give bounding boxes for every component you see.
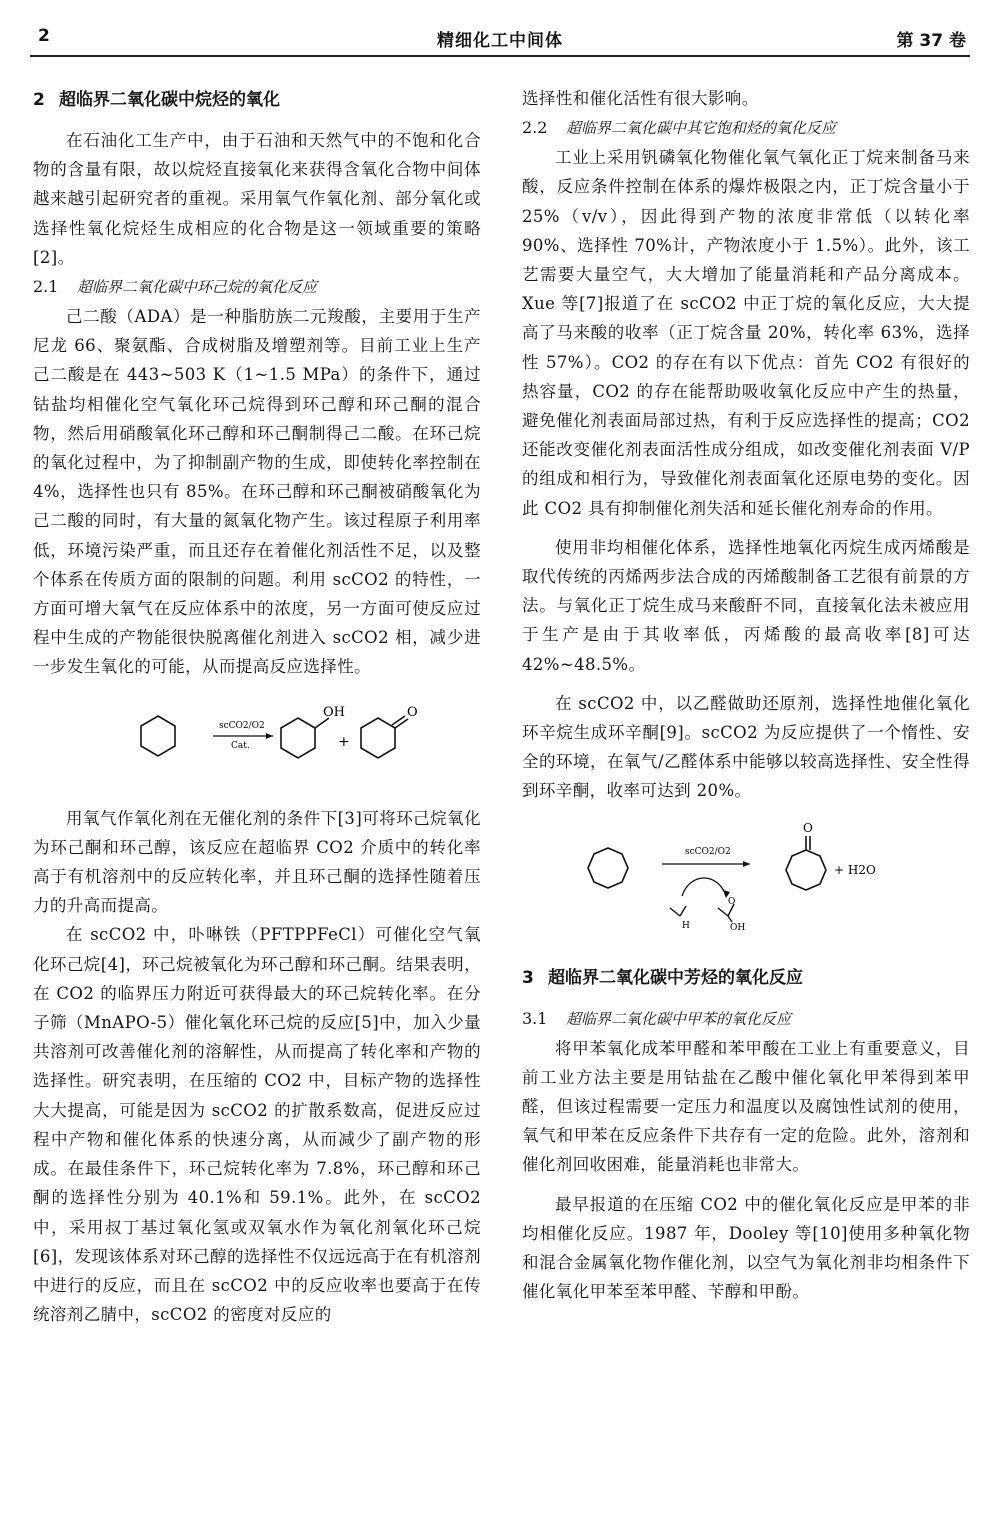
catalyst-label: Cat. xyxy=(231,740,250,751)
page-header xyxy=(30,22,970,52)
acetaldehyde-structure xyxy=(670,906,686,916)
scheme-cyclooctane-oxidation xyxy=(522,816,970,932)
paragraph: 己二酸（ADA）是一种脂肪族二元羧酸，主要用于生产尼龙 66、聚氨酯、合成树脂及增塑剂等。目前工业上生产己二酸是在 443~503 K（1~1.5 MPa）的条件下，通过钴盐均相催化空气氧化环己烷得到环己醇和环己酮的混合物，然后用硝酸氧化环己醇和环己酮制得己二酸。在环己烷的氧化过程中，为了抑制副产物的生成，即使转化率控制在 4%，选择性也只有 85%。在环己醇和环己酮被硝酸氧化为己二酸的同时，有大量的氮氧化物产生。该过程原子利用率低，环境污染严重，而且还存在着催化剂活性不足，以及整个体系在传质方面的限制的问题。利用 scCO2 的特性，一方面可增大氧气在反应体系中的浓度，另一方面可使反应过程中生成的产物能很快脱离催化剂进入 scCO2 相，减少进一步发生氧化的可能，从而提高反应选择性。 xyxy=(33,307,481,677)
paragraph: 在 scCO2 中，卟啉铁（PFTPPFeCl）可催化空气氧化环己烷[4]，环己烷被氧化为环己醇和环己酮。结果表明，在 CO2 的临界压力附近可获得最大的环己烷转化率。在分子筛（MnAPO-5）催化氧化环己烷的反应[5]中，加入少量共溶剂可改善催化剂的溶解性，从而提高了转化率和产物的选择性。研究表明，在压缩的 CO2 中，目标产物的选择性大大提高，可能是因为 scCO2 的扩散系数高，促进反应过程中产物和催化体系的快速分离，从而减少了副产物的形成。在最佳条件下，环己烷转化率为 7.8%，环己醇和环己酮的选择性分别为 40.1%和 59.1%。此外，在 scCO2 中，采用叔丁基过氧化氢或双氧水作为氧化剂氧化环己烷[6]，发现该体系对环己醇的选择性不仅远远高于在有机溶剂中进行的反应，而且在 scCO2 中的反应收率也要高于在传统溶剂乙腈中，scCO2 的密度对反应的 xyxy=(33,925,481,1325)
section-2-1-heading: 2.1 超临界二氧化碳中环己烷的氧化反应 xyxy=(33,277,318,297)
header-rule xyxy=(30,55,970,57)
co-reductant-arrow xyxy=(682,878,726,896)
svg-text:H: H xyxy=(682,920,690,931)
svg-text:OH: OH xyxy=(730,922,746,932)
left-column xyxy=(33,84,481,1329)
svg-text:O: O xyxy=(728,896,736,907)
paragraph: 将甲苯氧化成苯甲醛和苯甲酸在工业上有重要意义，目前工业方法主要是用钴盐在乙酸中催化氧化甲苯得到苯甲醛，但该过程需要一定压力和温度以及腐蚀性试剂的使用，氧气和甲苯在反应条件下共存有一定的危险。此外，溶剂和催化剂回收困难，能量消耗也非常大。 xyxy=(522,1038,970,1175)
paragraph: 用氧气作氧化剂在无催化剂的条件下[3]可将环己烷氧化为环己酮和环己醇，该反应在超临界 CO2 介质中的转化率高于有机溶剂中的反应转化率，并且环己酮的选择性随着压力的升高而提高。 xyxy=(33,808,481,916)
page-number: 2 xyxy=(38,26,50,46)
svg-text:O: O xyxy=(803,820,813,835)
scheme-cyclohexane-oxidation xyxy=(33,688,481,784)
cyclohexanol-structure xyxy=(281,718,329,758)
svg-text:OH: OH xyxy=(323,704,345,720)
cyclohexane-structure xyxy=(141,716,175,756)
paragraph: 选择性和催化活性有很大影响。 xyxy=(522,89,759,108)
svg-text:O: O xyxy=(407,704,418,720)
section-2-2-heading: 2.2 超临界二氧化碳中其它饱和烃的氧化反应 xyxy=(522,118,837,138)
paragraph: 在 scCO2 中，以乙醛做助还原剂，选择性地催化氧化环辛烷生成环辛酮[9]。scCO2 为反应提供了一个惰性、安全的环境，在氧气/乙醛体系中能够以较高选择性、安全性得到环辛酮，收率可达到 20%。 xyxy=(522,693,970,801)
volume-label: 第 37 卷 xyxy=(896,31,966,51)
cyclohexanone-structure xyxy=(361,716,408,758)
cyclooctanone-structure xyxy=(786,836,826,890)
reagent-label: scCO2/O2 xyxy=(685,846,731,857)
journal-title: 精细化工中间体 xyxy=(437,31,563,51)
reagent-label: scCO2/O2 xyxy=(219,720,265,731)
cyclooctane-structure xyxy=(588,848,628,888)
paragraph: 工业上采用钒磷氧化物催化氧气氧化正丁烷来制备马来酸，反应条件控制在体系的爆炸极限之内，正丁烷含量小于 25%（v/v），因此得到产物的浓度非常低（以转化率 90%、选择性 70%计，产物浓度小于 1.5%）。此外，该工艺需要大量空气，大大增加了能量消耗和产品分离成本。Xue 等[7]报道了在 scCO2 中正丁烷的氧化反应，大大提高了马来酸的收率（正丁烷含量 20%，转化率 63%，选择性 57%）。CO2 的存在有以下优点：首先 CO2 有很好的热容量，CO2 的存在能帮助吸收氧化反应中产生的热量，避免催化剂表面局部过热，有利于反应选择性的提高；CO2 还能改变催化剂表面活性成分组成，如改变催化剂表面 V/P 的组成和相行为，导致催化剂表面氧化还原电势的变化。因此 CO2 具有抑制催化剂失活和延长催化剂寿命的作用。 xyxy=(522,148,970,518)
plus-sign: + xyxy=(338,733,350,750)
paragraph: 使用非均相催化体系，选择性地氧化丙烷生成丙烯酸是取代传统的丙烯两步法合成的丙烯酸制备工艺很有前景的方法。与氧化正丁烷生成马来酸酐不同，直接氧化法未被应用于生产是由于其收率低，丙烯酸的最高收率[8]可达 42%~48.5%。 xyxy=(522,537,970,674)
section-3-1-heading: 3.1 超临界二氧化碳中甲苯的氧化反应 xyxy=(522,1008,792,1028)
right-column xyxy=(522,84,970,1307)
section-2-heading: 2 超临界二氧化碳中烷烃的氧化 xyxy=(33,90,280,110)
section-3-heading: 3 超临界二氧化碳中芳烃的氧化反应 xyxy=(522,967,803,988)
water-label: + H2O xyxy=(834,862,876,877)
paragraph: 最早报道的在压缩 CO2 中的催化氧化反应是甲苯的非均相催化反应。1987 年，Dooley 等[10]使用多种氧化物和混合金属氧化物作催化剂，以空气为氧化剂非均相条件下催化氧化甲苯至苯甲醛、苄醇和甲酚。 xyxy=(522,1194,970,1302)
paragraph: 在石油化工生产中，由于石油和天然气中的不饱和化合物的含量有限，故以烷烃直接氧化来获得含氧化合物中间体越来越引起研究者的重视。采用氧气作氧化剂、部分氧化或选择性氧化烷烃生成相应的化合物是这一领域重要的策略[2]。 xyxy=(33,131,481,267)
